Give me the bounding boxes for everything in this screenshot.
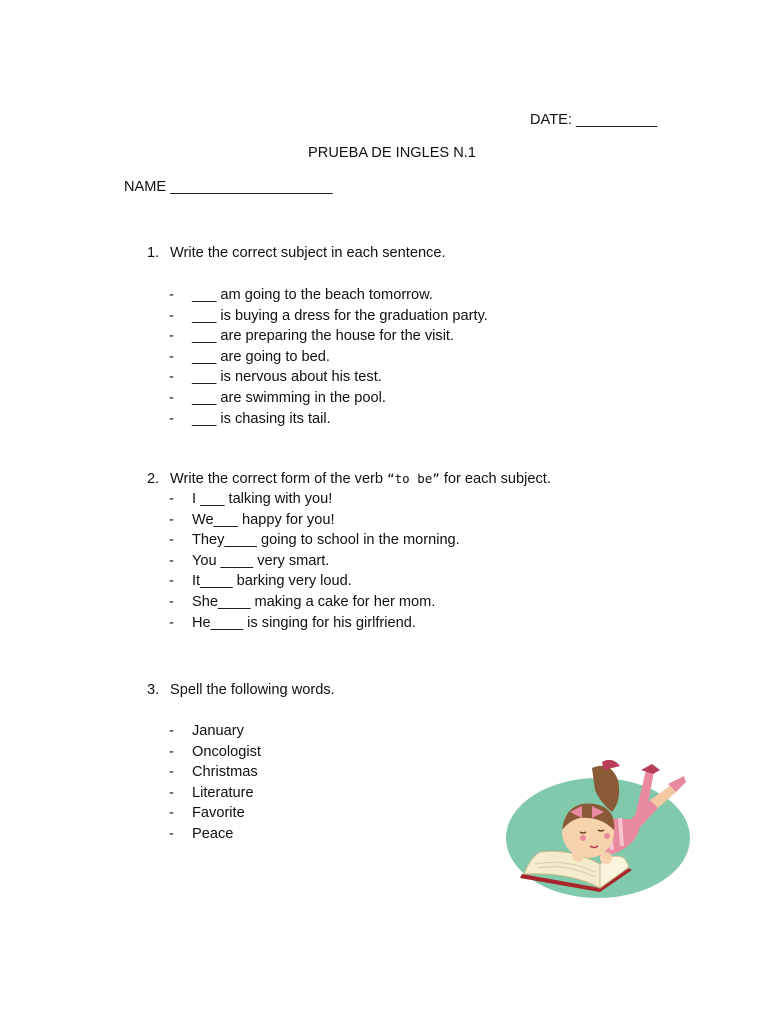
girl-reading-book-icon [500,760,695,920]
list-item: - He____ is singing for his girlfriend. [169,614,416,631]
list-item: - ___ are going to bed. [169,348,330,365]
name-field: NAME ____________________ [124,179,333,195]
list-item: - ___ are swimming in the pool. [169,389,386,406]
list-item: - Oncologist [169,743,261,760]
question-1 [147,244,446,262]
list-item: - January [169,723,244,739]
list-item: - ___ is nervous about his test. [169,369,382,386]
verb-highlight: “to be” [387,471,440,486]
question-prompt: Write the correct form of the verb [170,471,388,487]
question-prompt: Spell the following words. [170,682,335,698]
question-prompt: Write the correct subject in each sentence. [170,245,446,261]
question-number: 2. [147,471,160,487]
list-item: - ___ is buying a dress for the graduation party. [169,307,488,324]
list-item: - You ____ very smart. [169,552,330,569]
list-item: - She____ making a cake for her mom. [169,593,436,610]
list-item: - Christmas [169,764,258,781]
question-2-items [169,490,460,634]
list-item: - ___ are preparing the house for the visit. [169,328,455,345]
list-item: - ___ is chasing its tail. [169,410,331,427]
question-3-items [169,722,261,846]
list-item: - Favorite [169,805,245,822]
question-prompt-end: for each subject. [439,471,551,487]
page-title: PRUEBA DE INGLES N.1 [308,145,476,161]
list-item: - Peace [169,825,234,842]
list-item: - They____ going to school in the morning. [169,532,460,549]
question-number: 3. [147,682,160,698]
question-2 [147,470,551,488]
list-item: - I ___ talking with you! [169,491,333,507]
date-field: DATE: __________ [530,112,658,128]
list-item: - We___ happy for you! [169,511,335,528]
list-item: - It____ barking very loud. [169,573,352,590]
list-item: - ___ am going to the beach tomorrow. [169,287,433,303]
list-item: - Literature [169,784,254,801]
question-number: 1. [147,245,160,261]
question-3 [147,681,335,699]
question-1-items [169,286,488,430]
